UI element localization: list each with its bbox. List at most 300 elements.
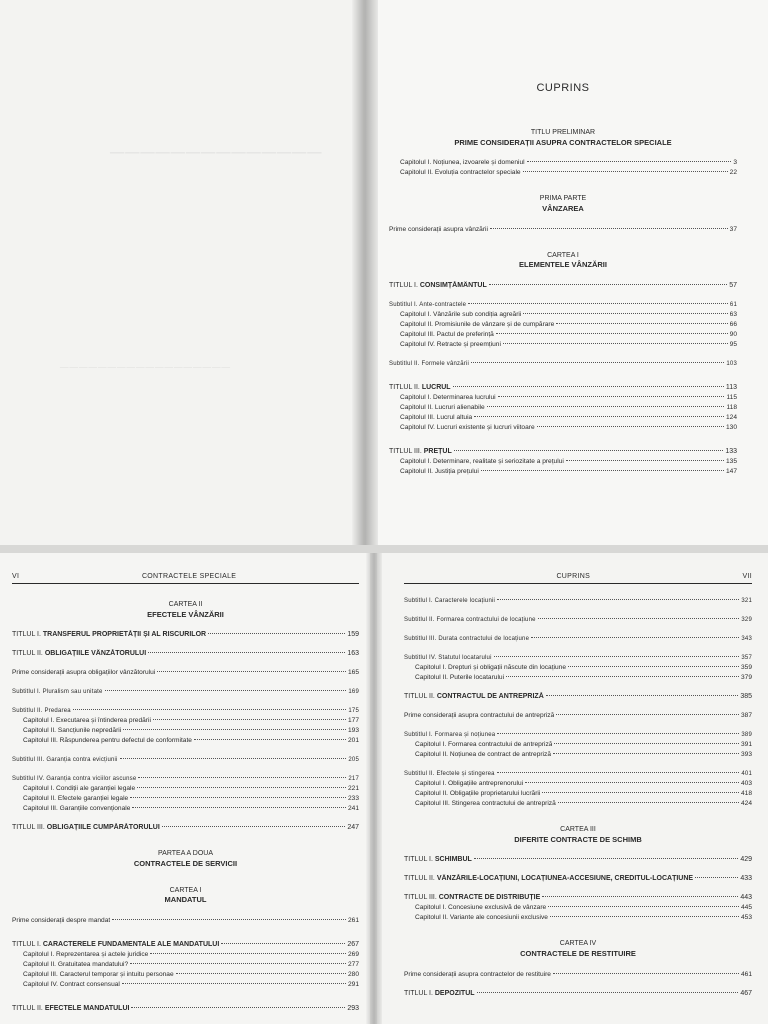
toc-group	[12, 649, 359, 659]
toc-entry-title: TRANSFERUL PROPRIETĂȚII ȘI AL RISCURILOR	[42, 631, 207, 639]
dot-leader	[148, 652, 345, 653]
toc-group	[12, 630, 359, 640]
toc-page-number: 247	[347, 824, 359, 832]
toc-entry-label: Capitolul IV. Contract consensual	[23, 980, 120, 988]
toc-entry-label: Subtitlul II. Efectele și stingerea	[404, 771, 495, 777]
toc-page-number: 429	[740, 856, 752, 864]
toc-entries	[404, 596, 752, 999]
dot-leader	[546, 695, 739, 696]
dot-leader	[566, 460, 724, 461]
toc-group	[389, 281, 737, 291]
toc-entry-title: CONTRACTE DE DISTRIBUȚIE	[438, 894, 541, 902]
toc-entry-label	[404, 874, 693, 884]
toc-page-number: 63	[729, 310, 737, 318]
dot-leader	[453, 386, 724, 387]
dot-leader	[112, 919, 346, 920]
toc-page-number: 66	[729, 320, 737, 328]
toc-group	[404, 692, 752, 702]
toc-entry[interactable]	[12, 726, 359, 736]
toc-entry[interactable]	[389, 158, 737, 168]
toc-entry[interactable]	[389, 457, 737, 467]
toc-group	[12, 755, 359, 765]
toc-entry-label: Capitolul II. Lucruri alienabile	[400, 403, 485, 411]
dot-leader	[131, 1007, 345, 1008]
toc-page-number: 169	[348, 689, 359, 696]
toc-page-number: 90	[729, 330, 737, 338]
toc-entry[interactable]	[404, 799, 752, 809]
toc-entry[interactable]	[12, 804, 359, 814]
toc-entry-label	[404, 855, 472, 865]
toc-entry-label: Subtitlul III. Durata contractului de locațiune	[404, 636, 530, 642]
toc-title-entry[interactable]	[389, 383, 737, 393]
dot-leader	[542, 896, 738, 897]
toc-page-number: 267	[347, 940, 359, 948]
toc-subtitle-entry[interactable]	[404, 730, 752, 740]
toc-entry-label	[404, 893, 540, 903]
toc-entry-label: Capitolul I. Vânzările sub condiția agreării	[400, 310, 522, 318]
toc-entry[interactable]	[404, 779, 752, 789]
toc-entry[interactable]	[389, 225, 737, 235]
dot-leader	[523, 171, 728, 172]
toc-entry-label: Prime considerații asupra obligațiilor vânzătorului	[12, 669, 156, 677]
toc-page-number: 293	[347, 1004, 359, 1012]
toc-subtitle-entry[interactable]	[12, 755, 359, 765]
toc-title-entry[interactable]	[404, 893, 752, 903]
toc-entry-label: Capitolul II. Obligațiile proprietarului lucrării	[415, 790, 541, 797]
toc-entry-title: OBLIGAȚIILE CUMPĂRĂTORULUI	[46, 824, 160, 832]
toc-entry-prefix: TITLUL III.	[404, 894, 439, 902]
toc-entry[interactable]	[12, 736, 359, 746]
toc-entry-label: Subtitlul IV. Garanția contra viciilor ascunse	[12, 776, 137, 783]
toc-subtitle-entry[interactable]	[12, 687, 359, 697]
toc-entry[interactable]	[12, 950, 359, 960]
toc-entry[interactable]	[404, 913, 752, 923]
toc-entry-label: Capitolul I. Determinare, realitate și seriozitate a prețului	[400, 457, 564, 465]
toc-entry-label: Subtitlul II. Predarea	[12, 708, 71, 715]
toc-title-entry[interactable]	[12, 940, 359, 950]
toc-title-entry[interactable]	[12, 630, 359, 640]
toc-entry[interactable]	[404, 903, 752, 913]
toc-title-entry[interactable]	[12, 1004, 359, 1014]
toc-page-number: 205	[348, 757, 359, 764]
toc-bottom-left	[12, 573, 359, 1023]
dot-leader	[531, 637, 739, 638]
dot-leader	[471, 362, 724, 363]
dot-leader	[497, 599, 739, 600]
dot-leader	[122, 983, 346, 984]
toc-entry-title: OBLIGAȚIILE VÂNZĂTORULUI	[44, 650, 147, 658]
toc-subtitle-entry[interactable]	[12, 706, 359, 716]
toc-title-entry[interactable]	[12, 823, 359, 833]
running-head-title: CUPRINS	[556, 573, 591, 580]
toc-page-number: 389	[741, 732, 752, 738]
toc-entry-prefix: TITLUL II.	[12, 650, 45, 658]
section-heading-title: PRIME CONSIDERAȚII ASUPRA CONTRACTELOR SPECIALE	[454, 137, 672, 147]
toc-entry-label: Prime considerații despre mandat	[12, 916, 111, 924]
toc-page-number: 115	[726, 393, 737, 401]
toc-entry-label: Prime considerații asupra vânzării	[389, 225, 488, 233]
toc-subtitle-entry[interactable]	[389, 359, 737, 369]
toc-entry[interactable]	[389, 320, 737, 330]
toc-entry-label: Capitolul III. Garanțiile convenționale	[23, 805, 131, 813]
toc-bottom-right	[404, 573, 752, 1008]
section-heading-title: MANDATUL	[164, 895, 207, 905]
bottom-right-page	[377, 553, 768, 1024]
dot-leader	[527, 161, 732, 162]
toc-page-number: 401	[741, 771, 752, 777]
toc-title-entry[interactable]	[389, 281, 737, 291]
toc-group	[12, 706, 359, 746]
section-heading	[404, 825, 752, 845]
toc-entry-prefix: TITLUL II.	[404, 875, 437, 883]
toc-group	[389, 225, 737, 235]
toc-entry[interactable]	[389, 467, 737, 477]
toc-title-entry[interactable]	[404, 692, 752, 702]
dot-leader	[489, 284, 727, 285]
toc-entries	[12, 600, 359, 1014]
scan-gap	[0, 545, 768, 553]
dot-leader	[556, 714, 739, 715]
toc-entry-prefix: TITLUL II.	[389, 383, 422, 391]
toc-page-number: 147	[725, 467, 737, 475]
section-heading	[389, 128, 737, 148]
dot-leader	[525, 782, 739, 783]
toc-entry[interactable]	[404, 740, 752, 750]
section-heading	[12, 886, 359, 906]
toc-group	[12, 916, 359, 926]
dot-leader	[481, 470, 724, 471]
toc-page-number: 467	[740, 989, 752, 997]
toc-entry[interactable]	[12, 960, 359, 970]
toc-page-number: 201	[347, 737, 359, 745]
toc-entry-label: Capitolul I. Determinarea lucrului	[400, 393, 496, 401]
toc-title-entry[interactable]	[12, 649, 359, 659]
toc-entry-prefix: TITLUL III.	[389, 447, 424, 455]
toc-entry-label: Subtitlul III. Garanția contra evicțiunii	[12, 757, 118, 764]
toc-entry-label: Capitolul II. Variante ale concesiunii exclusive	[415, 914, 548, 922]
toc-entry-label	[389, 447, 452, 457]
toc-title-entry[interactable]	[404, 855, 752, 865]
toc-entry-label: Capitolul II. Evoluția contractelor speciale	[400, 169, 521, 177]
section-heading-title: CONTRACTELE DE SERVICII	[133, 859, 238, 869]
toc-page-number: 280	[347, 970, 359, 978]
toc-entry-label: Capitolul III. Pactul de preferință	[400, 330, 494, 338]
toc-entry-label: Capitolul II. Gratuitatea mandatului?	[23, 960, 129, 968]
toc-entry-label: Capitolul IV. Lucruri existente și lucruri viitoare	[400, 423, 535, 431]
toc-page-number: 391	[740, 741, 752, 748]
toc-page-number: 175	[348, 708, 359, 715]
toc-entry[interactable]	[12, 916, 359, 926]
dot-leader	[568, 666, 739, 667]
toc-entry-title: LUCRUL	[421, 383, 451, 391]
toc-page-number: 269	[347, 950, 359, 958]
toc-page-number: 113	[725, 383, 737, 391]
dot-leader	[554, 743, 739, 744]
toc-entry[interactable]	[389, 393, 737, 403]
toc-entry[interactable]	[404, 789, 752, 799]
toc-page-number: 433	[740, 875, 752, 883]
toc-entry[interactable]	[389, 413, 737, 423]
toc-page-number: 22	[729, 169, 737, 177]
toc-subtitle-entry[interactable]	[404, 634, 752, 644]
toc-title-entry[interactable]	[404, 874, 752, 884]
toc-entry-prefix: TITLUL II.	[404, 693, 437, 700]
toc-page-number: 403	[740, 780, 752, 787]
toc-subtitle-entry[interactable]	[404, 653, 752, 663]
toc-entry-prefix: TITLUL I.	[12, 631, 43, 639]
toc-entry-label	[389, 281, 487, 291]
toc-entry-label: Capitolul I. Reprezentarea și actele juridice	[23, 950, 149, 958]
section-heading-label: CARTEA III	[560, 826, 596, 833]
dot-leader	[542, 792, 739, 793]
toc-page-number: 387	[740, 712, 752, 719]
toc-page-number: 118	[726, 403, 737, 411]
toc-page-number: 261	[347, 916, 359, 924]
toc-entry[interactable]	[12, 970, 359, 980]
toc-entry[interactable]	[12, 668, 359, 678]
section-heading-title: DIFERITE CONTRACTE DE SCHIMB	[514, 834, 642, 844]
toc-entry-label	[389, 383, 451, 393]
toc-page-number: 453	[740, 914, 752, 922]
dot-leader	[132, 807, 346, 808]
dot-leader	[73, 709, 347, 710]
toc-group	[12, 687, 359, 697]
dot-leader	[176, 973, 346, 974]
toc-group	[404, 653, 752, 683]
toc-page-number: 379	[740, 674, 752, 681]
toc-group	[389, 359, 737, 369]
toc-group	[404, 855, 752, 865]
bleed-through-text: ──────────────────	[60, 360, 232, 374]
section-heading-label: PARTEA A DOUA	[158, 850, 213, 858]
toc-entry[interactable]	[404, 663, 752, 673]
dot-leader	[454, 450, 724, 451]
dot-leader	[553, 753, 739, 754]
section-heading	[12, 600, 359, 620]
toc-entry[interactable]	[389, 310, 737, 320]
dot-leader	[550, 916, 739, 917]
toc-group	[404, 634, 752, 644]
toc-entry-label: Subtitlul I. Formarea și noțiunea	[404, 732, 496, 738]
toc-group	[12, 1004, 359, 1014]
dot-leader	[497, 733, 739, 734]
toc-subtitle-entry[interactable]	[404, 769, 752, 779]
toc-entry[interactable]	[12, 784, 359, 794]
toc-entry-prefix: TITLUL II.	[12, 1004, 45, 1012]
toc-page-number: 133	[725, 447, 737, 455]
section-heading-label: CARTEA I	[547, 251, 579, 259]
toc-entry[interactable]	[389, 403, 737, 413]
dot-leader	[487, 406, 725, 407]
dot-leader	[157, 671, 346, 672]
toc-entry-label: Capitolul III. Caracterul temporar și intuitu personae	[23, 970, 174, 978]
toc-page-number: 37	[729, 225, 737, 233]
toc-group	[404, 615, 752, 625]
toc-group	[12, 774, 359, 814]
dot-leader	[208, 633, 345, 634]
dot-leader	[474, 416, 724, 417]
toc-entry-label: Capitolul IV. Retracte și preemțiuni	[400, 340, 501, 348]
section-heading	[404, 939, 752, 959]
toc-page-number: 124	[725, 413, 737, 421]
toc-page-number: 329	[741, 617, 752, 623]
toc-entry-label: Subtitlul II. Formarea contractului de locațiune	[404, 617, 536, 623]
dot-leader	[556, 323, 727, 324]
dot-leader	[105, 690, 347, 691]
toc-entry[interactable]	[389, 330, 737, 340]
toc-page-number: 241	[347, 805, 359, 813]
toc-entry-label	[12, 649, 146, 659]
page-number: VI	[12, 573, 20, 580]
toc-entry-prefix: TITLUL I.	[404, 856, 435, 864]
toc-entry-label: Capitolul II. Noțiunea de contract de antrepriză	[415, 751, 551, 758]
toc-entries	[389, 128, 737, 477]
toc-page-number: 130	[725, 423, 737, 431]
toc-group	[404, 970, 752, 980]
toc-subtitle-entry[interactable]	[404, 596, 752, 606]
toc-entry[interactable]	[404, 750, 752, 760]
toc-entry-label: Subtitlul II. Formele vânzării	[389, 360, 470, 367]
toc-entry-prefix: TITLUL I.	[12, 940, 43, 948]
toc-page-number: 103	[726, 360, 737, 367]
toc-group	[404, 711, 752, 721]
dot-leader	[474, 858, 739, 859]
toc-page-number: 321	[741, 598, 752, 604]
toc-subtitle-entry[interactable]	[12, 774, 359, 784]
spine-shadow	[366, 553, 382, 1024]
toc-entry-label: Capitolul I. Drepturi și obligații născute din locațiune	[415, 664, 567, 671]
toc-entry-label: Capitolul II. Justiția prețului	[400, 467, 479, 475]
toc-entry-prefix: TITLUL I.	[404, 989, 435, 997]
section-heading-label: PRIMA PARTE	[539, 195, 587, 203]
toc-page-number: 217	[348, 776, 359, 783]
dot-leader	[137, 787, 346, 788]
toc-entry-prefix: TITLUL I.	[389, 281, 420, 289]
toc-title-entry[interactable]	[404, 989, 752, 999]
toc-page-number: 291	[347, 980, 359, 988]
toc-entry-title: CONSIMȚĂMÂNTUL	[419, 281, 487, 289]
toc-page-number: 135	[725, 457, 737, 465]
toc-title-entry[interactable]	[389, 447, 737, 457]
toc-entry-title: VÂNZĂRILE-LOCAȚIUNI, LOCAȚIUNEA-ACCESIUNE, CREDITUL-LOCAȚIUNE	[436, 875, 694, 883]
toc-entry-prefix: TITLUL III.	[12, 824, 47, 832]
dot-leader	[506, 676, 739, 677]
toc-entry[interactable]	[12, 980, 359, 990]
toc-entry[interactable]	[389, 423, 737, 433]
dot-leader	[537, 426, 724, 427]
toc-entry-label	[404, 692, 544, 702]
toc-entry-label	[404, 989, 475, 999]
toc-entry-label: Prime considerații asupra contractelor de restituire	[404, 970, 551, 978]
toc-page-number: 233	[347, 795, 359, 803]
top-right-page	[364, 0, 768, 545]
dot-leader	[548, 906, 739, 907]
toc-page-number: 357	[741, 655, 752, 661]
running-head	[12, 573, 359, 584]
toc-page-number: 221	[347, 785, 359, 793]
toc-group	[389, 300, 737, 350]
toc-entry-label: Capitolul III. Răspunderea pentru defectul de conformitate	[23, 737, 192, 745]
section-heading-title: EFECTELE VÂNZĂRII	[147, 609, 224, 619]
toc-entry-label: Subtitlul I. Ante-contractele	[389, 301, 467, 308]
dot-leader	[553, 973, 739, 974]
toc-page-number: 95	[729, 340, 737, 348]
toc-entry[interactable]	[404, 673, 752, 683]
toc-entry-label: Subtitlul I. Caracterele locațiunii	[404, 598, 496, 604]
toc-group	[404, 596, 752, 606]
toc-subtitle-entry[interactable]	[389, 300, 737, 310]
dot-leader	[496, 333, 728, 334]
toc-entry-label: Subtitlul IV. Statutul locatarului	[404, 655, 492, 661]
dot-leader	[503, 343, 728, 344]
toc-page-number: 443	[740, 894, 752, 902]
toc-entry-label: Capitolul II. Sancțiunile nepredării	[23, 727, 122, 735]
toc-entry-label: Capitolul II. Efectele garanției legale	[23, 795, 129, 803]
toc-entry-label: Capitolul I. Executarea și întinderea predării	[23, 717, 151, 725]
toc-entry[interactable]	[12, 794, 359, 804]
toc-entry-title: CONTRACTUL DE ANTREPRIZĂ	[436, 693, 544, 700]
section-heading	[389, 194, 737, 214]
section-heading	[12, 849, 359, 869]
toc-page-number: 159	[347, 631, 359, 639]
dot-leader	[150, 953, 346, 954]
section-heading-label: TITLU PRELIMINAR	[530, 129, 596, 136]
toc-entry[interactable]	[404, 711, 752, 721]
toc-page-number: 277	[347, 960, 359, 968]
dot-leader	[497, 772, 740, 773]
toc-page-number: 385	[740, 693, 752, 700]
dot-leader	[120, 758, 347, 759]
section-heading-title: ELEMENTELE VÂNZĂRII	[519, 260, 607, 270]
dot-leader	[221, 943, 345, 944]
dot-leader	[477, 992, 739, 993]
dot-leader	[130, 963, 346, 964]
toc-group	[12, 668, 359, 678]
dot-leader	[523, 313, 727, 314]
dot-leader	[194, 739, 346, 740]
toc-group	[404, 874, 752, 884]
section-heading-label: CARTEA IV	[559, 940, 597, 948]
toc-entry-label	[12, 823, 160, 833]
toc-entry[interactable]	[389, 340, 737, 350]
top-left-page	[0, 0, 364, 545]
toc-entry-label: Prime considerații asupra contractului de antrepriză	[404, 712, 555, 719]
toc-page-number: 163	[347, 650, 359, 658]
section-heading-title: VÂNZAREA	[542, 204, 584, 214]
toc-entry[interactable]	[389, 168, 737, 178]
toc-group	[404, 893, 752, 923]
toc-entry-title: PREȚUL	[423, 447, 452, 455]
bleed-through-text: ──────────────	[110, 142, 323, 164]
running-head-title: CONTRACTELE SPECIALE	[141, 573, 237, 580]
toc-entry-label: Capitolul I. Condiții ale garanției legale	[23, 785, 136, 793]
toc-group	[12, 940, 359, 990]
dot-leader	[162, 826, 346, 827]
toc-entry[interactable]	[12, 716, 359, 726]
toc-entry[interactable]	[404, 970, 752, 980]
dot-leader	[468, 303, 728, 304]
dot-leader	[490, 228, 728, 229]
toc-page-number: 165	[347, 669, 359, 677]
toc-entry-title: DEPOZITUL	[434, 989, 475, 997]
dot-leader	[558, 802, 739, 803]
toc-entry-label: Capitolul I. Concesiune exclusivă de vânzare	[415, 904, 547, 912]
toc-page-number: 343	[741, 636, 752, 642]
dot-leader	[153, 719, 346, 720]
section-heading-label: CARTEA II	[168, 601, 203, 608]
toc-group	[404, 989, 752, 999]
toc-subtitle-entry[interactable]	[404, 615, 752, 625]
